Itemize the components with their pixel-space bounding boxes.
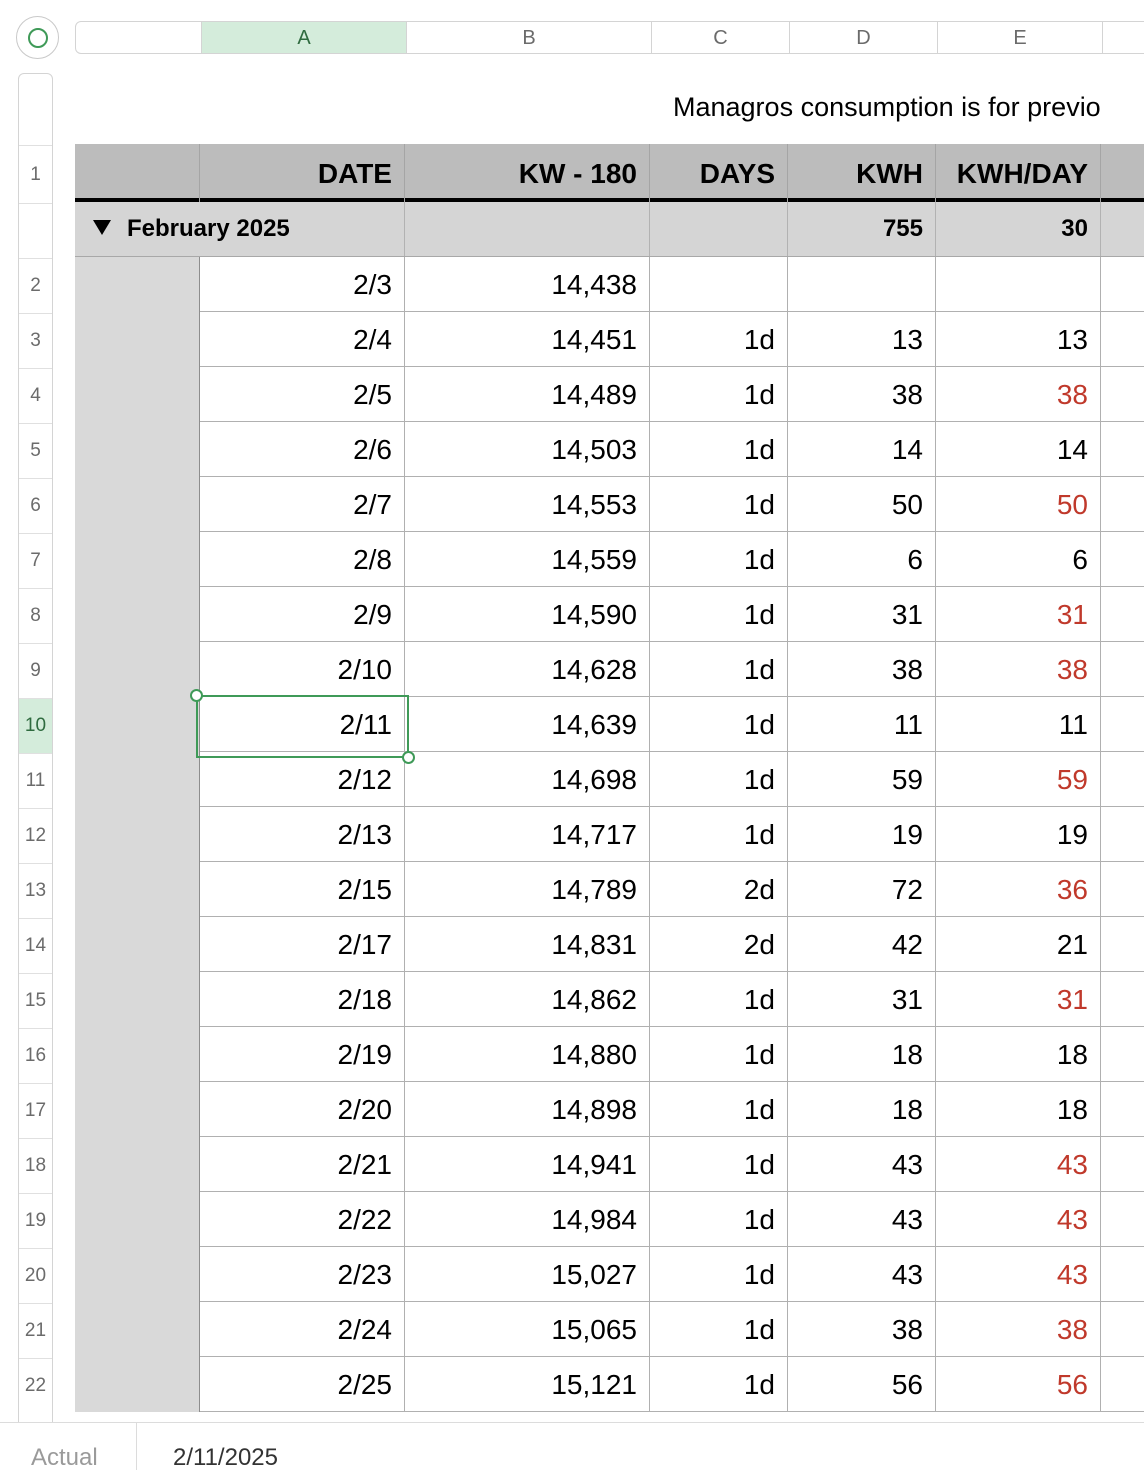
cell-days[interactable]: 2d: [650, 862, 788, 917]
cell-next[interactable]: [1101, 257, 1144, 312]
group-cell-days[interactable]: [650, 202, 788, 256]
cell-next[interactable]: [1101, 367, 1144, 422]
cell-kw[interactable]: 14,489: [405, 367, 650, 422]
cell-kw[interactable]: 14,698: [405, 752, 650, 807]
category-group-row[interactable]: [75, 202, 1144, 257]
row-gutter-cell[interactable]: [75, 312, 200, 367]
cell-date[interactable]: 2/12: [200, 752, 405, 807]
cell-kw[interactable]: 14,941: [405, 1137, 650, 1192]
cell-date[interactable]: 2/4: [200, 312, 405, 367]
cell-kwhday[interactable]: 31: [936, 587, 1101, 642]
cell-date[interactable]: 2/23: [200, 1247, 405, 1302]
cell-next[interactable]: [1101, 752, 1144, 807]
cell-kwh[interactable]: 38: [788, 642, 936, 697]
row-header-17[interactable]: 17: [19, 1083, 52, 1138]
cell-date[interactable]: 2/24: [200, 1302, 405, 1357]
cell-kwhday[interactable]: 43: [936, 1247, 1101, 1302]
cell-kwh[interactable]: 50: [788, 477, 936, 532]
cell-days[interactable]: 1d: [650, 312, 788, 367]
cell-days[interactable]: 1d: [650, 1137, 788, 1192]
column-header-blank: [76, 22, 201, 54]
row-gutter-cell[interactable]: [75, 367, 200, 422]
cell-kwh[interactable]: 6: [788, 532, 936, 587]
cell-kw[interactable]: 14,559: [405, 532, 650, 587]
header-cell-kw[interactable]: KW - 180: [405, 144, 650, 202]
cell-kw[interactable]: 14,862: [405, 972, 650, 1027]
row-header-6[interactable]: 6: [19, 478, 52, 533]
cell-days[interactable]: 1d: [650, 367, 788, 422]
cell-next[interactable]: [1101, 422, 1144, 477]
cell-kw[interactable]: 14,898: [405, 1082, 650, 1137]
cell-next[interactable]: [1101, 312, 1144, 367]
table-row: [75, 1027, 1144, 1082]
row-header-22[interactable]: 22: [19, 1358, 52, 1413]
cell-days[interactable]: 1d: [650, 807, 788, 862]
cell-days[interactable]: 1d: [650, 532, 788, 587]
cell-days[interactable]: 2d: [650, 917, 788, 972]
cell-kwhday[interactable]: 6: [936, 532, 1101, 587]
cell-kw[interactable]: 14,880: [405, 1027, 650, 1082]
cell-days[interactable]: 1d: [650, 477, 788, 532]
column-header-d[interactable]: D: [789, 22, 937, 54]
cell-date[interactable]: 2/6: [200, 422, 405, 477]
row-header-1[interactable]: 1: [19, 145, 52, 203]
table-row: [75, 752, 1144, 807]
cell-kwh[interactable]: 14: [788, 422, 936, 477]
cell-next[interactable]: [1101, 587, 1144, 642]
column-header-c[interactable]: C: [651, 22, 789, 54]
row-gutter-cell[interactable]: [75, 642, 200, 697]
row-gutter-cell[interactable]: [75, 1302, 200, 1357]
header-cell-date[interactable]: DATE: [200, 144, 405, 202]
row-gutter-cell[interactable]: [75, 697, 200, 752]
cell-kwh[interactable]: 18: [788, 1027, 936, 1082]
cell-date[interactable]: 2/19: [200, 1027, 405, 1082]
cell-date[interactable]: 2/18: [200, 972, 405, 1027]
row-header-11[interactable]: 11: [19, 753, 52, 808]
row-gutter-cell[interactable]: [75, 972, 200, 1027]
table-row: [75, 917, 1144, 972]
group-label-cell[interactable]: [75, 202, 405, 256]
row-gutter-cell[interactable]: [75, 1357, 200, 1412]
cell-kwhday[interactable]: 43: [936, 1192, 1101, 1247]
cell-kwhday[interactable]: 59: [936, 752, 1101, 807]
row-gutter-cell[interactable]: [75, 257, 200, 312]
cell-kwh[interactable]: 31: [788, 587, 936, 642]
cell-days[interactable]: 1d: [650, 1247, 788, 1302]
group-kwh-total[interactable]: 755: [788, 202, 936, 256]
cell-days[interactable]: 1d: [650, 422, 788, 477]
footer-bar: [0, 1422, 1144, 1470]
table-row: [75, 1137, 1144, 1192]
cell-days[interactable]: 1d: [650, 1027, 788, 1082]
row-header-16[interactable]: 16: [19, 1028, 52, 1083]
column-header-next[interactable]: [1102, 22, 1144, 54]
row-header-12[interactable]: 12: [19, 808, 52, 863]
table-row: [75, 1082, 1144, 1137]
cell-kwhday[interactable]: 14: [936, 422, 1101, 477]
cell-next[interactable]: [1101, 1357, 1144, 1412]
cell-kwh[interactable]: 72: [788, 862, 936, 917]
cell-next[interactable]: [1101, 477, 1144, 532]
cell-days[interactable]: 1d: [650, 752, 788, 807]
cell-date[interactable]: 2/7: [200, 477, 405, 532]
cell-kwhday[interactable]: 21: [936, 917, 1101, 972]
cell-next[interactable]: [1101, 862, 1144, 917]
cell-kwh[interactable]: 19: [788, 807, 936, 862]
cell-kwhday[interactable]: 43: [936, 1137, 1101, 1192]
group-label: February 2025: [127, 215, 290, 242]
cell-kwhday[interactable]: 36: [936, 862, 1101, 917]
table-row: [75, 642, 1144, 697]
sheet-tab-actual[interactable]: Actual: [0, 1423, 137, 1470]
cell-kw[interactable]: 14,789: [405, 862, 650, 917]
cell-kwh[interactable]: 13: [788, 312, 936, 367]
cell-next[interactable]: [1101, 1082, 1144, 1137]
cell-next[interactable]: [1101, 532, 1144, 587]
row-header-10[interactable]: 10: [19, 698, 52, 753]
cell-next[interactable]: [1101, 807, 1144, 862]
row-gutter-cell[interactable]: [75, 807, 200, 862]
table-row: [75, 807, 1144, 862]
row-header-20[interactable]: 20: [19, 1248, 52, 1303]
cell-days[interactable]: 1d: [650, 587, 788, 642]
row-gutter-cell[interactable]: [75, 752, 200, 807]
cell-next[interactable]: [1101, 1192, 1144, 1247]
row-header-14[interactable]: 14: [19, 918, 52, 973]
row-header-8[interactable]: 8: [19, 588, 52, 643]
cell-kw[interactable]: 14,831: [405, 917, 650, 972]
cell-days[interactable]: 1d: [650, 1357, 788, 1412]
table-row: [75, 312, 1144, 367]
header-cell-kwh[interactable]: KWH: [788, 144, 936, 202]
cell-kw[interactable]: 15,121: [405, 1357, 650, 1412]
row-header-18[interactable]: 18: [19, 1138, 52, 1193]
cell-date[interactable]: 2/20: [200, 1082, 405, 1137]
cell-days[interactable]: [650, 257, 788, 312]
row-gutter-cell[interactable]: [75, 477, 200, 532]
cell-next[interactable]: [1101, 917, 1144, 972]
row-header-4[interactable]: 4: [19, 368, 52, 423]
cell-date[interactable]: 2/8: [200, 532, 405, 587]
cell-kwh[interactable]: 18: [788, 1082, 936, 1137]
table-row: [75, 1357, 1144, 1412]
row-header-7[interactable]: 7: [19, 533, 52, 588]
cell-kw[interactable]: 14,717: [405, 807, 650, 862]
cell-date[interactable]: 2/11: [200, 697, 405, 752]
table-row: [75, 972, 1144, 1027]
cell-days[interactable]: 1d: [650, 1082, 788, 1137]
note-text[interactable]: Managros consumption is for previo: [673, 92, 1101, 122]
group-kwh-per-day[interactable]: 30: [936, 202, 1101, 256]
cell-kw[interactable]: 15,065: [405, 1302, 650, 1357]
cell-next[interactable]: [1101, 642, 1144, 697]
cell-kwh[interactable]: 11: [788, 697, 936, 752]
cell-kwh[interactable]: 56: [788, 1357, 936, 1412]
table-row: [75, 1247, 1144, 1302]
cell-date[interactable]: 2/5: [200, 367, 405, 422]
circle-icon: [28, 28, 48, 48]
select-all-button[interactable]: [16, 16, 59, 59]
cell-kw[interactable]: 14,628: [405, 642, 650, 697]
cell-kwh[interactable]: 43: [788, 1192, 936, 1247]
cell-kwhday[interactable]: 19: [936, 807, 1101, 862]
cell-days[interactable]: 1d: [650, 642, 788, 697]
cell-next[interactable]: [1101, 1027, 1144, 1082]
cell-kwhday[interactable]: 38: [936, 642, 1101, 697]
row-header-note[interactable]: [19, 74, 52, 145]
cell-kwhday[interactable]: 18: [936, 1082, 1101, 1137]
cell-date[interactable]: 2/3: [200, 257, 405, 312]
cell-kw[interactable]: 15,027: [405, 1247, 650, 1302]
row-header-15[interactable]: 15: [19, 973, 52, 1028]
row-header-21[interactable]: 21: [19, 1303, 52, 1358]
cell-kwh[interactable]: 31: [788, 972, 936, 1027]
row-gutter-cell[interactable]: [75, 532, 200, 587]
cell-date[interactable]: 2/10: [200, 642, 405, 697]
cell-kwhday[interactable]: 56: [936, 1357, 1101, 1412]
cell-next[interactable]: [1101, 972, 1144, 1027]
cell-kwhday[interactable]: 13: [936, 312, 1101, 367]
table-row: [75, 257, 1144, 312]
row-gutter-cell[interactable]: [75, 1137, 200, 1192]
header-cell-kwh-per-day[interactable]: KWH/DAY: [936, 144, 1101, 202]
cell-days[interactable]: 1d: [650, 697, 788, 752]
cell-kwh[interactable]: 43: [788, 1247, 936, 1302]
cell-date[interactable]: 2/13: [200, 807, 405, 862]
row-gutter-cell[interactable]: [75, 862, 200, 917]
cell-kwhday[interactable]: 38: [936, 1302, 1101, 1357]
group-cell-kw[interactable]: [405, 202, 650, 256]
cell-next[interactable]: [1101, 1137, 1144, 1192]
selection-handle-top-left[interactable]: [190, 689, 203, 702]
table-row: [75, 532, 1144, 587]
cell-kwhday[interactable]: 11: [936, 697, 1101, 752]
cell-kwhday[interactable]: [936, 257, 1101, 312]
cell-kwhday[interactable]: 38: [936, 367, 1101, 422]
header-cell-days[interactable]: DAYS: [650, 144, 788, 202]
row-gutter-cell[interactable]: [75, 422, 200, 477]
row-gutter-cell[interactable]: [75, 1247, 200, 1302]
row-header-2[interactable]: 2: [19, 258, 52, 313]
cell-kw[interactable]: 14,590: [405, 587, 650, 642]
column-header-e[interactable]: E: [937, 22, 1102, 54]
group-cell-extra[interactable]: [1101, 202, 1144, 256]
cell-kw[interactable]: 14,451: [405, 312, 650, 367]
column-header-b[interactable]: B: [406, 22, 651, 54]
table-row: [75, 1192, 1144, 1247]
cell-date[interactable]: 2/22: [200, 1192, 405, 1247]
cell-kw[interactable]: 14,503: [405, 422, 650, 477]
row-header-3[interactable]: 3: [19, 313, 52, 368]
cell-next[interactable]: [1101, 697, 1144, 752]
cell-date[interactable]: 2/17: [200, 917, 405, 972]
row-header-9[interactable]: 9: [19, 643, 52, 698]
table: [75, 144, 1144, 1422]
row-header-group[interactable]: [19, 203, 52, 258]
row-header-13[interactable]: 13: [19, 863, 52, 918]
row-gutter-cell[interactable]: [75, 1027, 200, 1082]
cell-kwh[interactable]: 42: [788, 917, 936, 972]
header-cell-blank[interactable]: [75, 144, 200, 202]
cell-kwh[interactable]: 59: [788, 752, 936, 807]
selected-cell-outline[interactable]: [196, 695, 409, 758]
disclosure-triangle-icon[interactable]: [93, 220, 111, 235]
selected-cell-value: 2/11/2025: [173, 1444, 278, 1470]
cell-kwh[interactable]: 38: [788, 1302, 936, 1357]
cell-date[interactable]: 2/21: [200, 1137, 405, 1192]
cell-kw[interactable]: 14,553: [405, 477, 650, 532]
table-header-row: [75, 144, 1144, 202]
cell-next[interactable]: [1101, 1247, 1144, 1302]
cell-next[interactable]: [1101, 1302, 1144, 1357]
cell-kwhday[interactable]: 50: [936, 477, 1101, 532]
selection-handle-bottom-right[interactable]: [402, 751, 415, 764]
cell-date[interactable]: 2/15: [200, 862, 405, 917]
cell-kwh[interactable]: 38: [788, 367, 936, 422]
row-header-5[interactable]: 5: [19, 423, 52, 478]
row-header-19[interactable]: 19: [19, 1193, 52, 1248]
column-header-a[interactable]: A: [201, 22, 406, 54]
table-row: [75, 587, 1144, 642]
table-row: [75, 477, 1144, 532]
cell-days[interactable]: 1d: [650, 1302, 788, 1357]
group-label-wrap: [93, 202, 290, 256]
table-row: [75, 862, 1144, 917]
cell-kw[interactable]: 14,639: [405, 697, 650, 752]
cell-days[interactable]: 1d: [650, 972, 788, 1027]
cell-date[interactable]: 2/25: [200, 1357, 405, 1412]
cell-date[interactable]: 2/9: [200, 587, 405, 642]
table-row: [75, 422, 1144, 477]
row-gutter-cell[interactable]: [75, 1192, 200, 1247]
row-gutter-cell[interactable]: [75, 1082, 200, 1137]
column-header-bar: [75, 21, 1144, 54]
cell-kwhday[interactable]: 18: [936, 1027, 1101, 1082]
cell-kwh[interactable]: 43: [788, 1137, 936, 1192]
row-gutter-cell[interactable]: [75, 587, 200, 642]
row-gutter-cell[interactable]: [75, 917, 200, 972]
row-header-bar: [18, 73, 53, 1433]
cell-kw[interactable]: 14,438: [405, 257, 650, 312]
cell-days[interactable]: 1d: [650, 1192, 788, 1247]
table-row: [75, 1302, 1144, 1357]
table-row: [75, 367, 1144, 422]
cell-kwh[interactable]: [788, 257, 936, 312]
cell-kwhday[interactable]: 31: [936, 972, 1101, 1027]
cell-kw[interactable]: 14,984: [405, 1192, 650, 1247]
